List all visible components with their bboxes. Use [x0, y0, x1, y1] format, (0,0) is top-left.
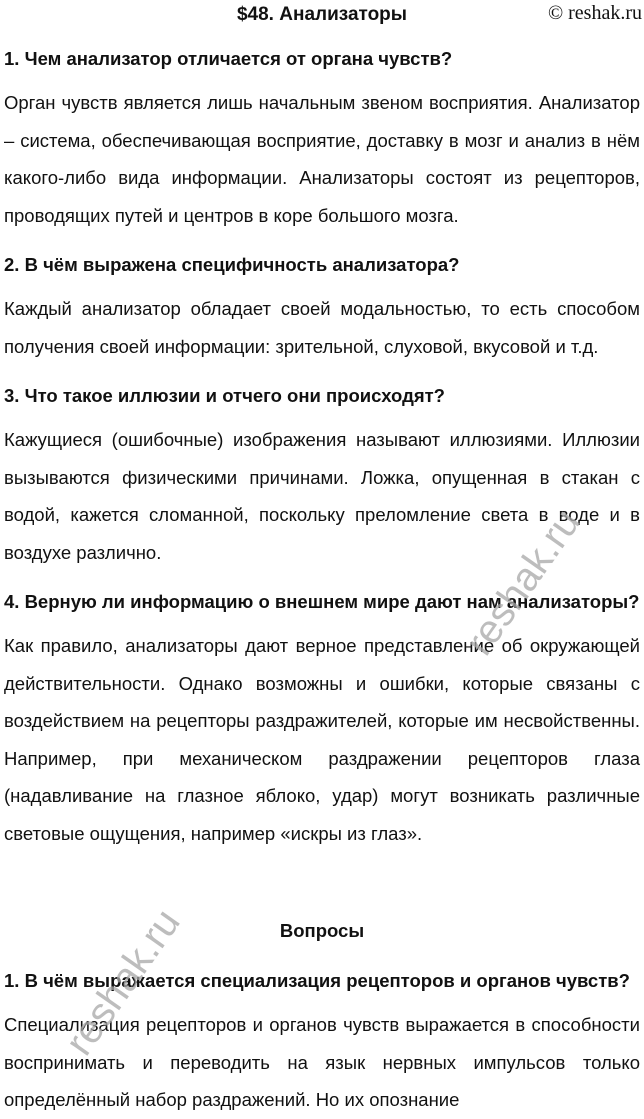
question-heading: 2. В чём выражена специфичность анализатора? [4, 254, 460, 275]
question-heading: 1. В чём выражается специализация рецепторов и органов чувств? [4, 970, 630, 991]
watermark: reshak.ru [57, 901, 189, 1064]
questions-heading: Вопросы [279, 920, 365, 941]
question-heading: 4. Верную ли информацию о внешнем мире дают нам анализаторы? [4, 591, 640, 612]
copyright-label: © reshak.ru [547, 2, 642, 24]
question-heading: 1. Чем анализатор отличается от органа чувств? [4, 48, 453, 69]
answer-paragraph: Кажущиеся (ошибочные) изображения называют иллюзиями. Иллюзии вызываются физическими причинами. Ложка, опущенная в стакан с водой, кажется сломанной, поскольку преломление света в воде и в воздухе различно. [4, 429, 640, 563]
watermark: reshak.ru [457, 501, 589, 664]
answer-paragraph: Каждый анализатор обладает своей модальностью, то есть способом получения своей информации: зрительной, слуховой, вкусовой и т.д. [4, 298, 640, 357]
page-title: $48. Анализаторы [236, 4, 408, 25]
answer-paragraph: Специализация рецепторов и органов чувств выражается в способности воспринимать и переводить на язык нервных импульсов только определённый набор раздражений. Но их опознание [4, 1014, 640, 1110]
answer-paragraph: Как правило, анализаторы дают верное представление об окружающей действительности. Однако возможны и ошибки, которые связаны с воздействием на рецепторы раздражителей, которые им несвойственны. Например, при механическом раздражении рецепторов глаза (надавливание на глазное яблоко, удар) могут возникать различные световые ощущения, например «искры из глаз». [4, 635, 640, 844]
question-heading: 3. Что такое иллюзии и отчего они происходят? [4, 385, 445, 406]
answer-paragraph: Орган чувств является лишь начальным звеном восприятия. Анализатор – система, обеспечивающая восприятие, доставку в мозг и анализ в нём какого-либо вида информации. Анализаторы состоят из рецепторов, проводящих путей и центров в коре большого мозга. [4, 92, 640, 226]
